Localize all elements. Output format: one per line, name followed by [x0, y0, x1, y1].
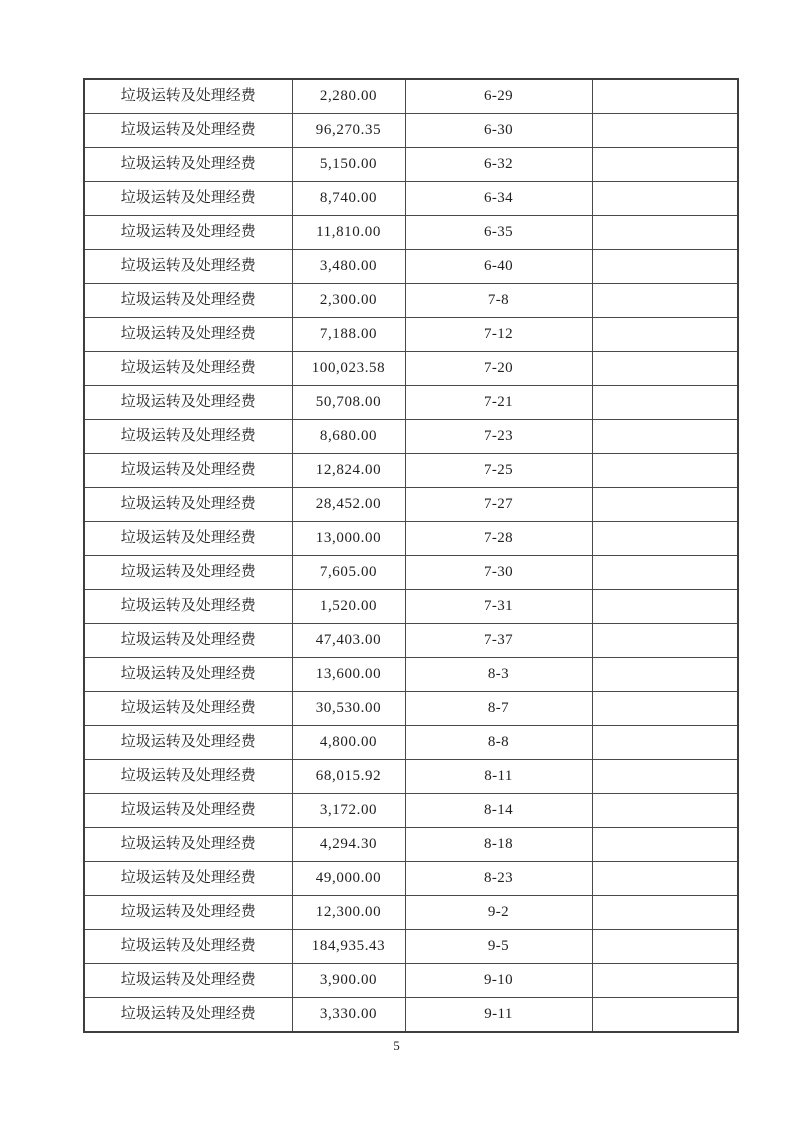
amount-cell: 100,023.58 — [292, 352, 405, 386]
expense-name-cell: 垃圾运转及处理经费 — [84, 216, 292, 250]
expense-table-body — [84, 79, 738, 1032]
amount-cell: 2,280.00 — [292, 79, 405, 114]
amount-cell: 30,530.00 — [292, 692, 405, 726]
amount-cell: 3,172.00 — [292, 794, 405, 828]
expense-table — [83, 78, 739, 1033]
remark-cell — [592, 420, 738, 454]
expense-name-cell: 垃圾运转及处理经费 — [84, 896, 292, 930]
table-row — [84, 79, 738, 114]
expense-name-cell: 垃圾运转及处理经费 — [84, 794, 292, 828]
voucher-code-cell: 6-40 — [405, 250, 592, 284]
table-row — [84, 726, 738, 760]
remark-cell — [592, 760, 738, 794]
amount-cell: 1,520.00 — [292, 590, 405, 624]
amount-cell: 3,900.00 — [292, 964, 405, 998]
remark-cell — [592, 182, 738, 216]
expense-name-cell: 垃圾运转及处理经费 — [84, 420, 292, 454]
voucher-code-cell: 8-14 — [405, 794, 592, 828]
table-row — [84, 556, 738, 590]
amount-cell: 7,605.00 — [292, 556, 405, 590]
table-row — [84, 522, 738, 556]
table-row — [84, 794, 738, 828]
amount-cell: 68,015.92 — [292, 760, 405, 794]
table-row — [84, 352, 738, 386]
expense-name-cell: 垃圾运转及处理经费 — [84, 964, 292, 998]
table-row — [84, 692, 738, 726]
table-row — [84, 318, 738, 352]
remark-cell — [592, 828, 738, 862]
table-row — [84, 454, 738, 488]
voucher-code-cell: 6-32 — [405, 148, 592, 182]
expense-name-cell: 垃圾运转及处理经费 — [84, 998, 292, 1033]
remark-cell — [592, 862, 738, 896]
voucher-code-cell: 8-11 — [405, 760, 592, 794]
remark-cell — [592, 386, 738, 420]
table-row — [84, 828, 738, 862]
table-row — [84, 658, 738, 692]
remark-cell — [592, 284, 738, 318]
expense-name-cell: 垃圾运转及处理经费 — [84, 182, 292, 216]
table-row — [84, 182, 738, 216]
amount-cell: 96,270.35 — [292, 114, 405, 148]
amount-cell: 13,600.00 — [292, 658, 405, 692]
expense-name-cell: 垃圾运转及处理经费 — [84, 488, 292, 522]
remark-cell — [592, 79, 738, 114]
amount-cell: 8,740.00 — [292, 182, 405, 216]
amount-cell: 3,480.00 — [292, 250, 405, 284]
voucher-code-cell: 8-7 — [405, 692, 592, 726]
amount-cell: 28,452.00 — [292, 488, 405, 522]
voucher-code-cell: 9-2 — [405, 896, 592, 930]
expense-name-cell: 垃圾运转及处理经费 — [84, 760, 292, 794]
table-row — [84, 862, 738, 896]
expense-name-cell: 垃圾运转及处理经费 — [84, 726, 292, 760]
voucher-code-cell: 8-23 — [405, 862, 592, 896]
voucher-code-cell: 7-25 — [405, 454, 592, 488]
voucher-code-cell: 7-20 — [405, 352, 592, 386]
expense-name-cell: 垃圾运转及处理经费 — [84, 284, 292, 318]
expense-name-cell: 垃圾运转及处理经费 — [84, 386, 292, 420]
amount-cell: 5,150.00 — [292, 148, 405, 182]
remark-cell — [592, 148, 738, 182]
remark-cell — [592, 896, 738, 930]
table-row — [84, 148, 738, 182]
table-row — [84, 998, 738, 1033]
remark-cell — [592, 114, 738, 148]
amount-cell: 11,810.00 — [292, 216, 405, 250]
remark-cell — [592, 930, 738, 964]
remark-cell — [592, 488, 738, 522]
expense-name-cell: 垃圾运转及处理经费 — [84, 250, 292, 284]
voucher-code-cell: 6-34 — [405, 182, 592, 216]
amount-cell: 47,403.00 — [292, 624, 405, 658]
voucher-code-cell: 9-10 — [405, 964, 592, 998]
amount-cell: 7,188.00 — [292, 318, 405, 352]
expense-name-cell: 垃圾运转及处理经费 — [84, 318, 292, 352]
amount-cell: 12,824.00 — [292, 454, 405, 488]
amount-cell: 50,708.00 — [292, 386, 405, 420]
expense-name-cell: 垃圾运转及处理经费 — [84, 828, 292, 862]
voucher-code-cell: 9-5 — [405, 930, 592, 964]
expense-name-cell: 垃圾运转及处理经费 — [84, 522, 292, 556]
remark-cell — [592, 726, 738, 760]
amount-cell: 4,294.30 — [292, 828, 405, 862]
remark-cell — [592, 216, 738, 250]
voucher-code-cell: 7-8 — [405, 284, 592, 318]
table-row — [84, 250, 738, 284]
expense-name-cell: 垃圾运转及处理经费 — [84, 658, 292, 692]
amount-cell: 2,300.00 — [292, 284, 405, 318]
table-row — [84, 930, 738, 964]
expense-name-cell: 垃圾运转及处理经费 — [84, 79, 292, 114]
voucher-code-cell: 9-11 — [405, 998, 592, 1033]
expense-name-cell: 垃圾运转及处理经费 — [84, 352, 292, 386]
amount-cell: 8,680.00 — [292, 420, 405, 454]
expense-name-cell: 垃圾运转及处理经费 — [84, 692, 292, 726]
expense-name-cell: 垃圾运转及处理经费 — [84, 930, 292, 964]
expense-name-cell: 垃圾运转及处理经费 — [84, 454, 292, 488]
amount-cell: 4,800.00 — [292, 726, 405, 760]
table-row — [84, 216, 738, 250]
remark-cell — [592, 692, 738, 726]
voucher-code-cell: 8-8 — [405, 726, 592, 760]
remark-cell — [592, 318, 738, 352]
table-row — [84, 420, 738, 454]
table-row — [84, 760, 738, 794]
voucher-code-cell: 7-27 — [405, 488, 592, 522]
voucher-code-cell: 8-3 — [405, 658, 592, 692]
voucher-code-cell: 7-12 — [405, 318, 592, 352]
voucher-code-cell: 8-18 — [405, 828, 592, 862]
remark-cell — [592, 998, 738, 1033]
remark-cell — [592, 522, 738, 556]
table-row — [84, 896, 738, 930]
voucher-code-cell: 6-29 — [405, 79, 592, 114]
amount-cell: 184,935.43 — [292, 930, 405, 964]
remark-cell — [592, 794, 738, 828]
remark-cell — [592, 624, 738, 658]
expense-name-cell: 垃圾运转及处理经费 — [84, 862, 292, 896]
remark-cell — [592, 250, 738, 284]
amount-cell: 13,000.00 — [292, 522, 405, 556]
remark-cell — [592, 964, 738, 998]
voucher-code-cell: 7-28 — [405, 522, 592, 556]
voucher-code-cell: 7-37 — [405, 624, 592, 658]
remark-cell — [592, 352, 738, 386]
amount-cell: 12,300.00 — [292, 896, 405, 930]
expense-name-cell: 垃圾运转及处理经费 — [84, 114, 292, 148]
voucher-code-cell: 7-21 — [405, 386, 592, 420]
voucher-code-cell: 6-35 — [405, 216, 592, 250]
remark-cell — [592, 658, 738, 692]
table-row — [84, 284, 738, 318]
voucher-code-cell: 7-31 — [405, 590, 592, 624]
voucher-code-cell: 6-30 — [405, 114, 592, 148]
table-row — [84, 624, 738, 658]
expense-name-cell: 垃圾运转及处理经费 — [84, 556, 292, 590]
voucher-code-cell: 7-23 — [405, 420, 592, 454]
expense-name-cell: 垃圾运转及处理经费 — [84, 148, 292, 182]
remark-cell — [592, 454, 738, 488]
remark-cell — [592, 556, 738, 590]
page-number: 5 — [393, 1038, 400, 1053]
table-row — [84, 590, 738, 624]
voucher-code-cell: 7-30 — [405, 556, 592, 590]
table-row — [84, 488, 738, 522]
remark-cell — [592, 590, 738, 624]
table-row — [84, 964, 738, 998]
amount-cell: 3,330.00 — [292, 998, 405, 1033]
amount-cell: 49,000.00 — [292, 862, 405, 896]
table-row — [84, 386, 738, 420]
expense-name-cell: 垃圾运转及处理经费 — [84, 590, 292, 624]
table-row — [84, 114, 738, 148]
expense-name-cell: 垃圾运转及处理经费 — [84, 624, 292, 658]
